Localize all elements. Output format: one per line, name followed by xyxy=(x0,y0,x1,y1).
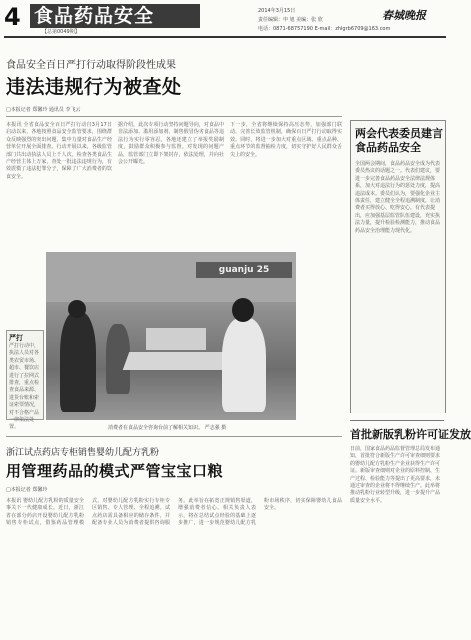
date-line: 2014年3月15日 xyxy=(258,8,296,14)
lead-column-2: 据介绍，此次专项行动坚持问题导向，对食品中非法添加、滥用添加剂、制售假冒伪劣食品等违法行为实行零容忍。各地还建立了举报奖励制度，鼓励群众积极参与监督。对发现的问题产品，监管部门立即下架封存，依法处理，并向社会公开曝光。 xyxy=(118,122,224,166)
photo-caption: 消费者在食品安全咨询台前了解相关知识。 严志强 摄 xyxy=(108,425,227,431)
lead-rule xyxy=(6,116,342,117)
newspaper-logo: 春城晚报 xyxy=(382,9,426,22)
commentary-text: 严打行动中，执法人员对各类农贸市场、超市、餐饮店进行了拉网式排查，重点检查食品来源、进货台账和索证索票情况，对不合格产品一律依法处置。 xyxy=(9,343,40,431)
page-number: 4 xyxy=(4,3,21,31)
sidebar-text: 全国两会期间，食品药品安全成为代表委员热议的话题之一。代表们建议，要进一步完善食品药品安全法律法规体系，加大对违法行为的惩处力度，提高违法成本。委员们认为，要强化企业主体责任，建立健全全程追溯制度，让消费者买得放心、吃得安心。有代表提出，应加强基层监管队伍建设，充实执法力量，提升检验检测能力，推动食品药品安全治理能力现代化。 xyxy=(355,161,441,234)
second-headline: 用管理药品的模式严管宝宝口粮 xyxy=(6,462,224,480)
sidebar-title: 两会代表委员建言食品药品安全 xyxy=(355,127,443,154)
lead-byline: □本报记者 郑馨玲 通讯员 李飞云 xyxy=(6,107,81,113)
photo-figure-right xyxy=(222,318,266,412)
lead-column-1: 本报讯 全省食品安全百日严打行动自3月17日启动以来，各地按照食品安全监管要求，围绕群众反映强烈的突出问题，集中力量对食品生产经营单位开展全面排查。行动开展以来，各级监管部门共出动执法人员上千人次，检查各类食品生产经营主体上万家，查处一批违法违规行为，有效震慑了违法犯罪分子，保障了广大消费者的饮食安全。 xyxy=(6,122,112,180)
photo-sign: guanju 25 xyxy=(196,262,292,278)
photo-head-left xyxy=(68,300,86,318)
second-kicker: 浙江试点药店专柜销售婴幼儿配方乳粉 xyxy=(6,448,160,458)
issue-line: 【总第0049期】 xyxy=(42,29,80,35)
lead-headline: 违法违规行为被查处 xyxy=(6,76,182,98)
editor-line: 责任编辑：申 旭 美编：张 欣 xyxy=(258,17,323,23)
commentary-label: 严打 xyxy=(9,334,23,342)
second-body: 本报讯 婴幼儿配方乳粉的质量安全事关下一代健康成长。近日，浙江省在部分药店开设婴幼儿配方乳粉销售专柜试点，借鉴药品管理模式，对婴幼儿配方乳粉实行专柜专区销售、专人管理、全程追溯。试点药店需具备相应的储存条件，并配备专业人员为消费者提供咨询服务。此举旨在拓宽正规销售渠道，增强消费者信心。相关负责人表示，将在总结试点经验的基础上逐步推广，进一步规范婴幼儿配方乳粉市场秩序，切实保障婴幼儿食品安全。 xyxy=(6,498,342,527)
contact-line: 电话：0871-68757190 E-mail：zhlgrb6709@163.com xyxy=(258,26,391,32)
lead-column-3: 下一步，全省将继续保持高压态势，加强部门联动，完善长效监管机制，确保百日严打行动取得实效。同时，将进一步加大对重点区域、重点品种、重点环节的监督抽检力度，切实守护好人民群众舌尖上的安全。 xyxy=(230,122,342,158)
news-photo xyxy=(46,252,296,420)
photo-display-shelf xyxy=(146,328,206,350)
second-top-rule xyxy=(6,436,342,437)
brief-text: 日前，国家食品药品监督管理总局发布通知，首批符合新版生产许可审查细则要求的婴幼儿配方乳粉生产企业获得生产许可证。新版审查细则对企业的原料控制、生产过程、检验能力等提出了更高要求，未通过审查的企业将不得继续生产。此举将推动乳粉行业转型升级，进一步提升产品质量安全水平。 xyxy=(350,446,441,504)
masthead-rule xyxy=(4,36,446,38)
brief-headline: 首批新版乳粉许可证发放 xyxy=(350,428,471,441)
photo-head-right xyxy=(232,298,254,322)
section-title: 食品药品安全 xyxy=(34,5,155,27)
sidebar-box xyxy=(350,120,446,413)
commentary-box xyxy=(6,330,44,431)
lead-kicker: 食品安全百日严打行动取得阶段性成果 xyxy=(6,60,176,71)
second-byline: □本报记者 郑馨玲 xyxy=(6,487,48,493)
brief-rule xyxy=(350,420,444,421)
photo-figure-left xyxy=(60,312,96,412)
